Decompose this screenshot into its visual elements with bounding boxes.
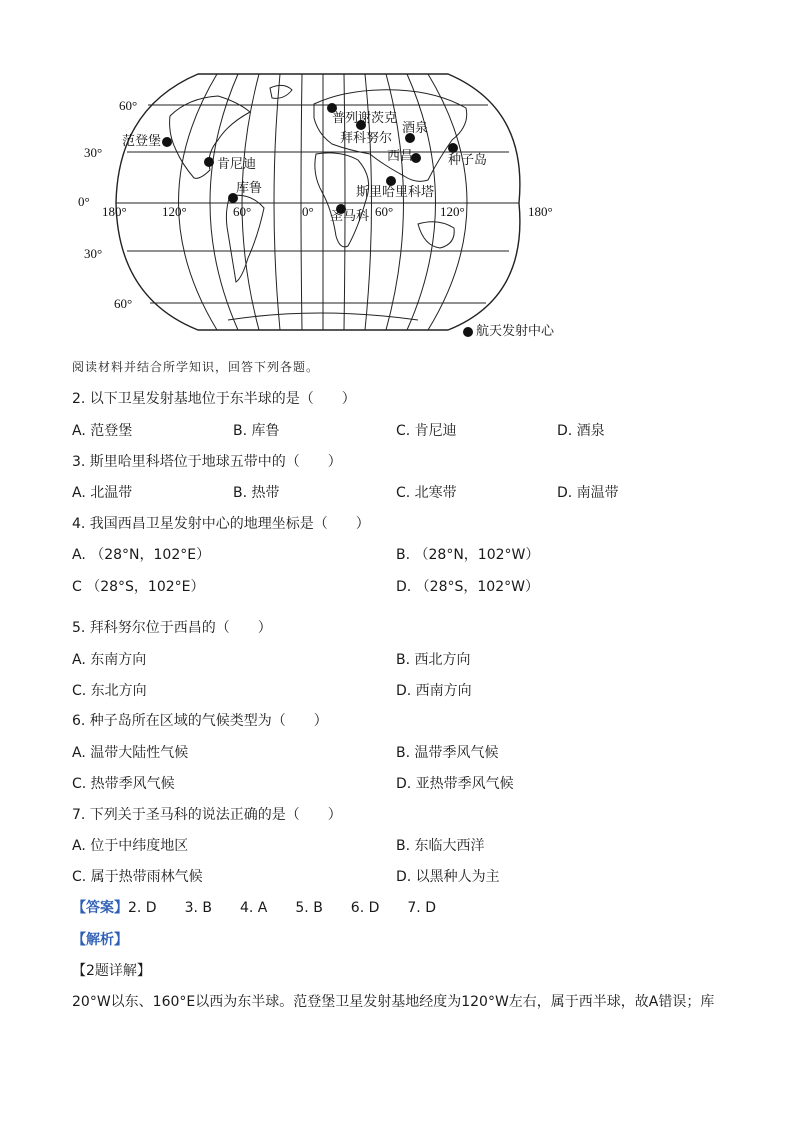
question-3-stem: 3. 斯里哈里科塔位于地球五带中的（ ） [72,454,342,470]
analysis-tag: 【解析】 [72,932,128,948]
lat-label-60n: 60° [119,98,138,113]
lat-label-0: 0° [78,194,90,209]
legend-marker [463,327,473,337]
site-marker-kennedy [204,157,214,167]
lon-label-120w: 120° [162,204,187,219]
meridian-lines [179,74,468,330]
question-7-stem: 7. 下列关于圣马科的说法正确的是（ ） [72,807,342,823]
question-3-option-b: B. 热带 [233,485,280,501]
lat-label-60s: 60° [114,296,133,311]
world-map [78,68,568,348]
site-label-xichang: 西昌 [387,149,414,164]
lon-label-60w: 60° [233,204,252,219]
question-3-option-a: A. 北温带 [72,485,133,501]
question-3-option-d: D. 南温带 [557,485,619,501]
question-7-option-b: B. 东临大西洋 [396,838,485,854]
question-7-option-a: A. 位于中纬度地区 [72,838,189,854]
site-label-jiuquan: 酒泉 [402,121,429,136]
question-5-option-b: B. 西北方向 [396,652,471,668]
lat-label-30n: 30° [84,145,103,160]
question-4-option-d: D. （28°S，102°W） [396,579,539,595]
lon-label-60e: 60° [375,204,394,219]
analysis-heading [72,931,128,949]
lat-label-30s: 30° [84,246,103,261]
site-label-tanegashima: 种子岛 [448,153,488,168]
map-legend-label: 航天发射中心 [476,324,555,339]
question-2-option-a: A. 范登堡 [72,423,133,439]
lon-label-180w: 180° [102,204,127,219]
site-label-kourou: 库鲁 [236,181,263,196]
question-6-option-d: D. 亚热带季风气候 [396,776,514,792]
question-5-option-c: C. 东北方向 [72,683,147,699]
question-6-option-c: C. 热带季风气候 [72,776,175,792]
site-marker-vandenberg [162,137,172,147]
lon-label-120e: 120° [440,204,465,219]
question-7-option-c: C. 属于热带雨林气候 [72,869,203,885]
question-6-option-a: A. 温带大陆性气候 [72,745,189,761]
answer-line [72,899,436,917]
world-map-graphic [78,68,568,348]
question-2-stem: 2. 以下卫星发射基地位于东半球的是（ ） [72,391,356,407]
question-6-stem: 6. 种子岛所在区域的气候类型为（ ） [72,713,328,729]
question-5-option-d: D. 西南方向 [396,683,472,699]
question-7-option-d: D. 以黑种人为主 [396,869,500,885]
question-2-option-c: C. 肯尼迪 [396,423,457,439]
site-label-sriharikota: 斯里哈里科塔 [356,185,435,200]
question-4-option-a: A. （28°N，102°E） [72,547,211,563]
answer-tag: 【答案】 [72,900,128,916]
intro-text: 阅读材料并结合所学知识，回答下列各题。 [72,360,320,374]
question-5-option-a: A. 东南方向 [72,652,147,668]
question-4-option-b: B. （28°N，102°W） [396,547,540,563]
lon-label-0: 0° [302,204,314,219]
lon-label-180e: 180° [528,204,553,219]
question-2-option-b: B. 库鲁 [233,423,280,439]
site-label-vandenberg: 范登堡 [122,134,162,149]
site-marker-tanegashima [448,143,458,153]
question-4-stem: 4. 我国西昌卫星发射中心的地理坐标是（ ） [72,516,370,532]
map-border [116,74,520,330]
site-label-plesetsk: 普列谢茨克 [332,111,398,126]
question-2-option-d: D. 酒泉 [557,423,605,439]
site-label-baikonur: 拜科努尔 [340,131,393,146]
site-label-kennedy: 肯尼迪 [217,157,257,172]
question-5-stem: 5. 拜科努尔位于西昌的（ ） [72,620,272,636]
question-3-option-c: C. 北寒带 [396,485,457,501]
detail-text: 20°W以东、160°E以西为东半球。范登堡卫星发射基地经度为120°W左右，属于西半球，故A错误；库 [72,994,715,1010]
site-label-san-marco: 圣马科 [330,209,370,224]
question-6-option-b: B. 温带季风气候 [396,745,499,761]
question-4-option-c: C （28°S，102°E） [72,579,205,595]
answer-text: 2. D 3. B 4. A 5. B 6. D 7. D [128,900,436,916]
detail-heading: 【2题详解】 [72,963,151,979]
